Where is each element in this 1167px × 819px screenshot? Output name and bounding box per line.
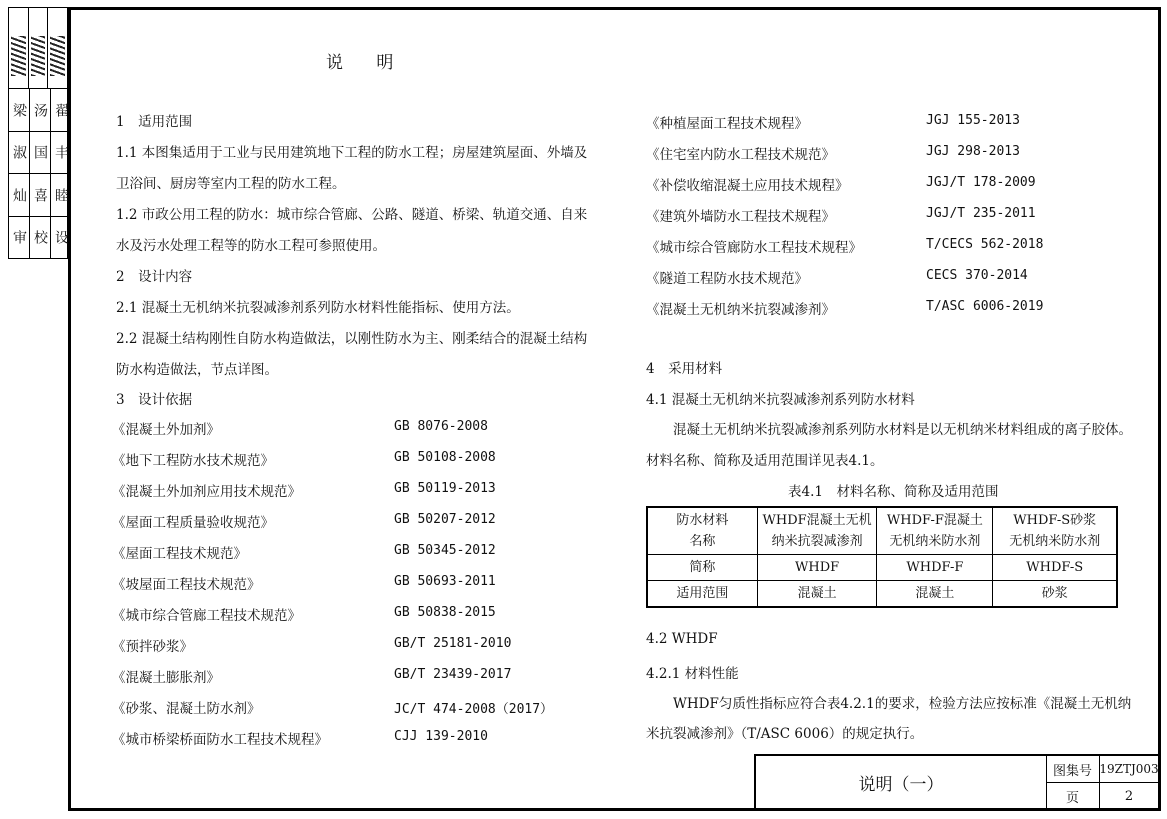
text-line: 2 设计内容 [116, 269, 193, 285]
table-cell: WHDF混凝土无机 纳米抗裂减渗剂 [757, 507, 877, 555]
text-line: 4 采用材料 [646, 361, 723, 377]
standard-name: 《混凝土膨胀剂》 [112, 670, 220, 686]
standard-name: 《混凝土外加剂应用技术规范》 [112, 484, 301, 500]
table-cell: 混凝土 [877, 581, 993, 608]
page-label: 页 [1046, 783, 1100, 809]
title-block-grid [1046, 756, 1158, 809]
materials-table [646, 506, 1118, 608]
table-row [647, 581, 1117, 608]
standard-code: GB/T 23439-2017 [394, 667, 512, 682]
standard-name: 《砂浆、混凝土防水剂》 [112, 701, 261, 717]
standard-code: CJJ 139-2010 [394, 729, 488, 744]
table-cell: WHDF [757, 555, 877, 581]
standard-code: GB/T 25181-2010 [394, 636, 512, 651]
standard-code: GB 50838-2015 [394, 605, 496, 620]
standard-name: 《种植屋面工程技术规程》 [646, 116, 808, 132]
standard-code: T/ASC 6006-2019 [926, 299, 1044, 314]
standard-name: 《城市综合管廊工程技术规范》 [112, 608, 301, 624]
title-block [754, 754, 1158, 809]
role-name-cell: 国 [30, 132, 50, 175]
role-name-cell: 喜 [30, 174, 50, 217]
text-line: 2.1 混凝土无机纳米抗裂减渗剂系列防水材料性能指标、使用方法。 [116, 300, 520, 316]
signature-cell [48, 8, 67, 88]
standard-name: 《屋面工程技术规范》 [112, 546, 247, 562]
table-row [647, 507, 1117, 555]
standard-code: GB 50693-2011 [394, 574, 496, 589]
text-line: 3 设计依据 [116, 392, 193, 408]
standard-name: 《建筑外墙防水工程技术规程》 [646, 209, 835, 225]
table-cell: 砂浆 [993, 581, 1117, 608]
role-name-cell: 梁 [9, 89, 29, 132]
text-line: 米抗裂减渗剂》（T/ASC 6006）的规定执行。 [646, 726, 924, 742]
standard-name: 《混凝土外加剂》 [112, 422, 220, 438]
table-cell: WHDF-F [877, 555, 993, 581]
text-line: 防水构造做法，节点详图。 [116, 362, 278, 378]
role-label-cell: 审 [11, 230, 27, 245]
atlas-number: 19ZTJ003 [1100, 756, 1158, 783]
role-label-cell: 设 [53, 230, 69, 245]
page-number: 2 [1124, 788, 1134, 804]
page-title: 说 明 [326, 53, 408, 73]
drawing-title: 说明（一） [756, 756, 1047, 809]
standard-name: 《隧道工程防水技术规范》 [646, 271, 808, 287]
standard-code: GB 50345-2012 [394, 543, 496, 558]
signature-cell [9, 8, 29, 88]
role-label-cell: 校 [32, 230, 48, 245]
standard-code: T/CECS 562-2018 [926, 237, 1044, 252]
text-line: 4.2.1 材料性能 [646, 666, 739, 682]
text-line: 4.2 WHDF [646, 631, 718, 647]
text-line: 4.1 混凝土无机纳米抗裂减渗剂系列防水材料 [646, 392, 915, 408]
standard-name: 《补偿收缩混凝土应用技术规程》 [646, 178, 849, 194]
table-cell: 适用范围 [647, 581, 757, 608]
standard-name: 《预拌砂浆》 [112, 639, 193, 655]
text-line: 2.2 混凝土结构刚性自防水构造做法，以刚性防水为主、刚柔结合的混凝土结构 [116, 331, 588, 347]
signature-row [8, 7, 68, 89]
standard-code: JGJ 155-2013 [926, 113, 1020, 128]
standard-code: GB 8076-2008 [394, 419, 488, 434]
role-name-cell: 淑 [9, 132, 29, 175]
standard-code: JC/T 474-2008（2017） [394, 702, 554, 717]
table-cell: 简称 [647, 555, 757, 581]
signature-cell [29, 8, 49, 88]
role-column [9, 89, 30, 258]
standard-code: JGJ 298-2013 [926, 144, 1020, 159]
table-caption: 表4.1 材料名称、简称及适用范围 [788, 484, 999, 500]
text-line: 1.2 市政公用工程的防水：城市综合管廊、公路、隧道、桥梁、轨道交通、自来 [116, 207, 588, 223]
table-cell: WHDF-F混凝土 无机纳米防水剂 [877, 507, 993, 555]
text-line: 水及污水处理工程等的防水工程可参照使用。 [116, 238, 386, 254]
text-line: 混凝土无机纳米抗裂减渗剂系列防水材料是以无机纳米材料组成的离子胶体。 [646, 422, 1132, 438]
table-cell: WHDF-S [993, 555, 1117, 581]
standard-code: GB 50207-2012 [394, 512, 496, 527]
signature-strip [8, 7, 68, 259]
role-name-cell: 丰 [51, 132, 71, 175]
standard-code: JGJ/T 235-2011 [926, 206, 1036, 221]
table-cell: WHDF-S砂浆 无机纳米防水剂 [993, 507, 1117, 555]
handwritten-signature [50, 36, 65, 76]
role-name-cell: 灿 [9, 174, 29, 217]
text-line: 材料名称、简称及适用范围详见表4.1。 [646, 453, 884, 469]
standard-name: 《坡屋面工程技术规范》 [112, 577, 261, 593]
standard-name: 《混凝土无机纳米抗裂减渗剂》 [646, 302, 835, 318]
table-row [647, 555, 1117, 581]
standard-name: 《城市桥梁桥面防水工程技术规程》 [112, 732, 328, 748]
handwritten-signature [11, 36, 26, 76]
role-grid [8, 89, 68, 259]
standard-name: 《城市综合管廊防水工程技术规程》 [646, 240, 862, 256]
role-name-cell: 汤 [30, 89, 50, 132]
role-name-cell: 翟 [51, 89, 71, 132]
standard-name: 《地下工程防水技术规范》 [112, 453, 274, 469]
standard-name: 《屋面工程质量验收规范》 [112, 515, 274, 531]
text-line: 1 适用范围 [116, 114, 193, 130]
atlas-label: 图集号 [1046, 756, 1100, 783]
standard-name: 《住宅室内防水工程技术规范》 [646, 147, 835, 163]
standard-code: CECS 370-2014 [926, 268, 1028, 283]
table-cell: 防水材料 名称 [647, 507, 757, 555]
handwritten-signature [31, 36, 46, 76]
standard-code: GB 50119-2013 [394, 481, 496, 496]
text-line: WHDF匀质性指标应符合表4.2.1的要求，检验方法应按标准《混凝土无机纳 [646, 696, 1132, 712]
table-cell: 混凝土 [757, 581, 877, 608]
standard-code: GB 50108-2008 [394, 450, 496, 465]
standard-code: JGJ/T 178-2009 [926, 175, 1036, 190]
role-name-cell: 睦 [51, 174, 71, 217]
text-line: 卫浴间、厨房等室内工程的防水工程。 [116, 176, 346, 192]
role-column [30, 89, 51, 258]
text-line: 1.1 本图集适用于工业与民用建筑地下工程的防水工程；房屋建筑屋面、外墙及 [116, 145, 588, 161]
